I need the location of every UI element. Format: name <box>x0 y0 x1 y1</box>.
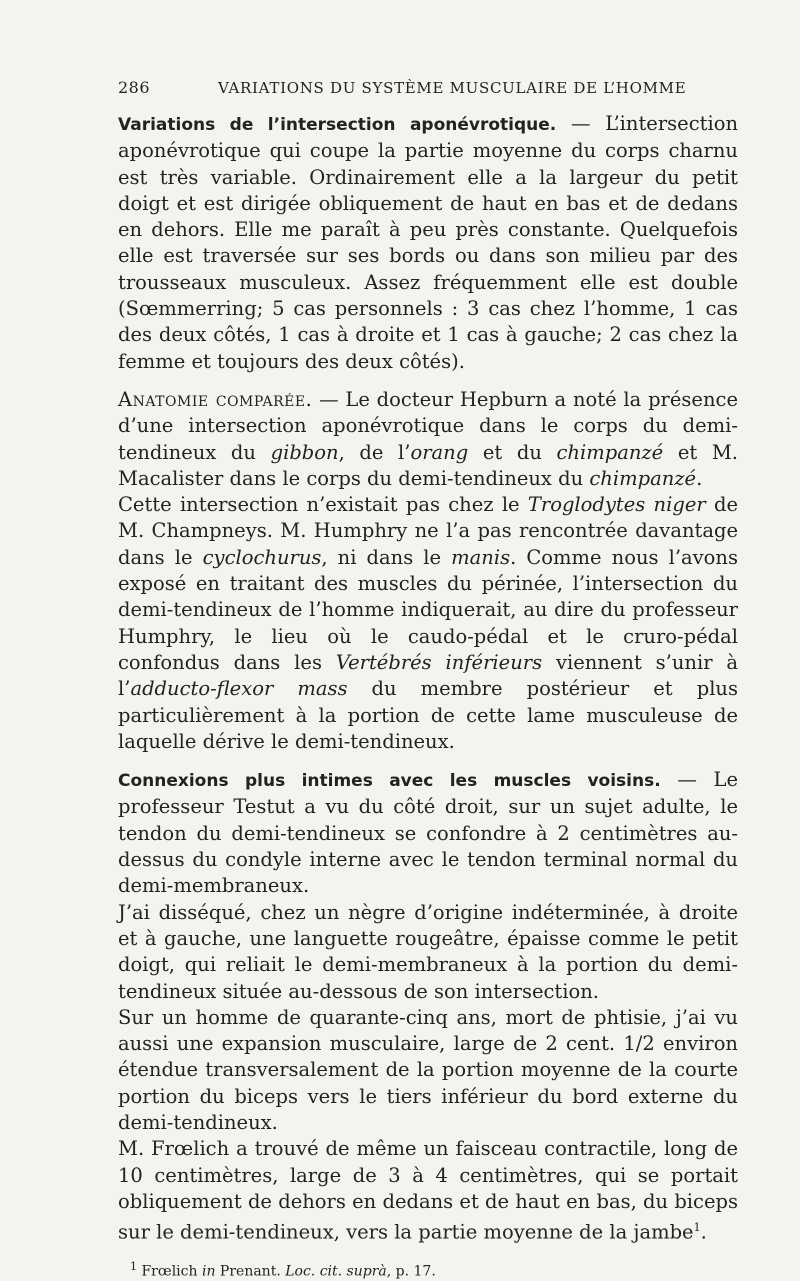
paragraph-froelich: M. Frœlich a trouvé de même un faisceau contractile, long de 10 centimètres, large de 3 à 4 centimètres, qui se portait obliquement de dehors en dedans et de haut en bas, du biceps sur le demi-tendineux, vers la partie moyenne de la jambe$^1$. <box>118 1137 738 1244</box>
section-heading-intersection: Variations de l’intersection aponévrotique. <box>118 115 557 135</box>
paragraph-dissection: J’ai disséqué, chez un nègre d’origine indéterminée, à droite et à gauche, une languette rougeâtre, épaisse comme le petit doigt, qui reliait le demi-membraneux à la portion du demi-tendineux située au-dessous de son intersection. <box>118 900 738 1003</box>
section-heading-comparative-anatomy: Anatomie comparée. <box>118 387 313 411</box>
section-heading-connexions: Connexions plus intimes avec les muscles voisins. <box>118 771 661 792</box>
footnote-reference: 1 <box>693 1221 701 1235</box>
footnote: $^1$ Frœlich in Prenant. Loc. cit. suprà, p. 17. <box>130 1259 436 1280</box>
paragraph-connexions: Connexions plus intimes avec les muscles voisins. — Le professeur Testut a vu du côté droit, sur un sujet adulte, le tendon du demi-tendineux se confondre à 2 centimètres au-dessus du condyle interne avec le tendon terminal normal du demi-membraneux. <box>118 768 738 898</box>
paragraph-troglodytes: Cette intersection n’existait pas chez le Troglodytes niger de M. Champneys. M. Humphry ne l’a pas rencontrée davantage dans le cyclochurus, ni dans le manis. Comme nous l’avons exposé en traitant des muscles du périnée, l’intersection du demi-tendineux de l’homme indiquerait, au dire du professeur Humphry, le lieu où le caudo-pédal et le cruro-pédal confondus dans les Vertébrés inférieurs viennent s’unir à l’adducto-flexor mass du membre postérieur et plus particulièrement à la portion de cette lame musculeuse de laquelle dérive le demi-tendineux. <box>118 493 739 753</box>
paragraph-comparative-anatomy: Anatomie comparée. — Le docteur Hepburn a noté la présence d’une intersection aponévrotique dans le corps du demi-tendineux du gibbon, de l’orang et du chimpanzé et M. Macalister dans le corps du demi-tendineux du chimpanzé. <box>118 387 738 490</box>
page-number: 286 <box>118 78 151 97</box>
paragraph-phtisie-case: Sur un homme de quarante-cinq ans, mort de phtisie, j’ai vu aussi une expansion musculaire, large de 2 cent. 1/2 environ étendue transversalement de la portion moyenne de la courte portion du biceps vers le tiers inférieur du bord externe du demi-tendineux. <box>118 1005 738 1134</box>
running-title: VARIATIONS DU SYSTÈME MUSCULAIRE DE L’HOMME <box>218 79 687 97</box>
footnote-mark: 1 <box>130 1259 137 1273</box>
running-header <box>118 78 738 97</box>
paragraph-intersection-variations: Variations de l’intersection aponévrotique. — L’intersection aponévrotique qui coupe la partie moyenne du corps charnu est très variable. Ordinairement elle a la largeur du petit doigt et est dirigée obliquement de haut en bas et de dedans en dehors. Elle me paraît à peu près constante. Quelquefois elle est traversée sur ses bords ou dans son milieu par des trousseaux musculeux. Assez fréquemment elle est double (Sœmmerring; 5 cas personnels : 3 cas chez l’homme, 1 cas des deux côtés, 1 cas à droite et 1 cas à gauche; 2 cas chez la femme et toujours des deux côtés). <box>118 112 738 373</box>
